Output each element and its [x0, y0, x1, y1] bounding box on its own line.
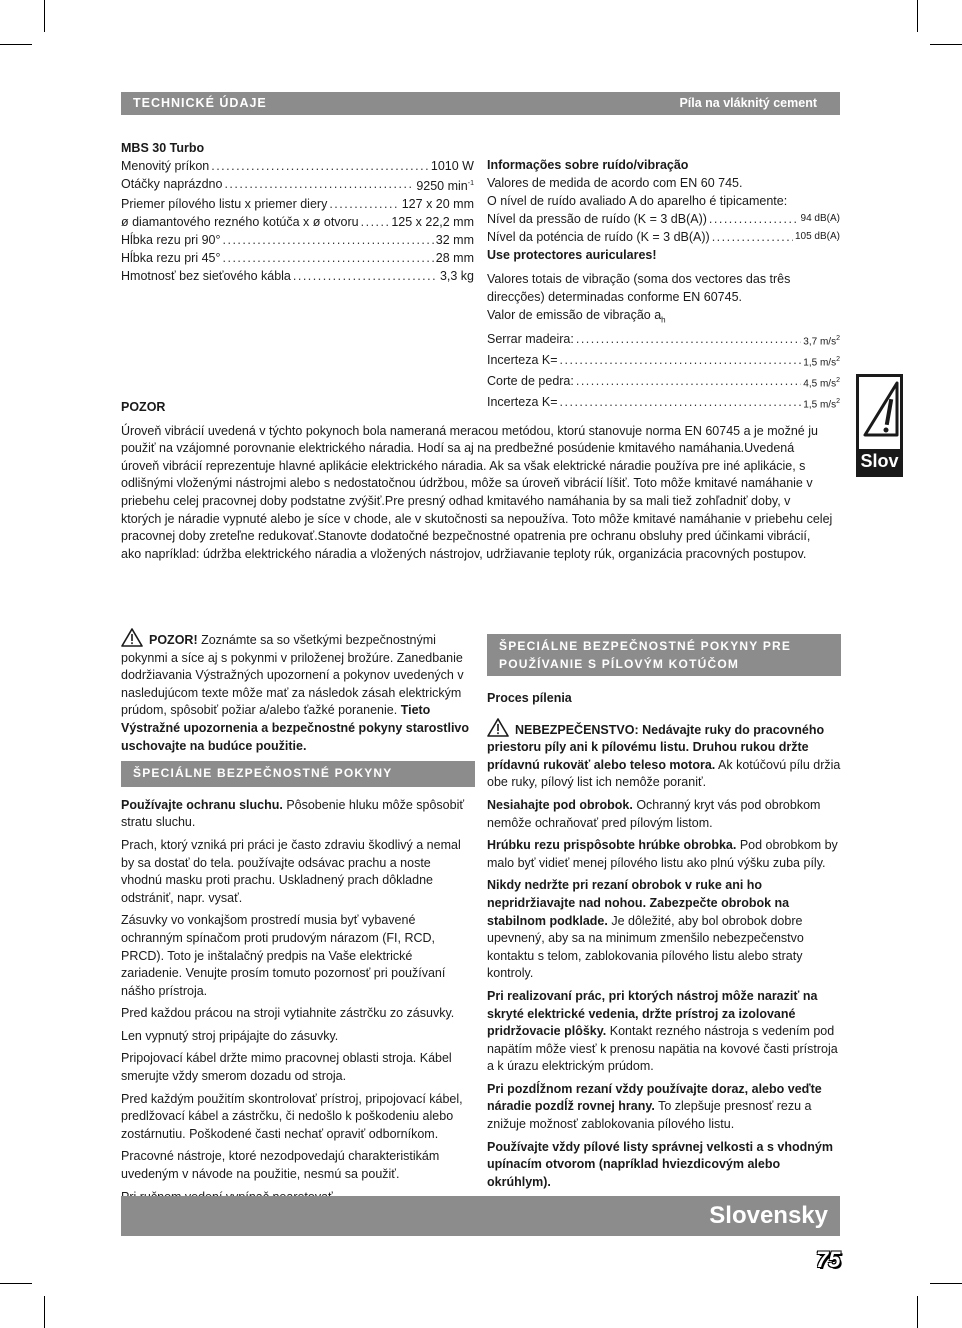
spec-label: Priemer pílového listu x priemer diery	[121, 197, 328, 212]
vibration-emission	[487, 306, 840, 330]
danger-text: Ak kotúčovú pílu držia obe ruky, pílový list ich nemôže poraniť.	[487, 757, 841, 790]
ear-protection: Use protectores auriculares!	[487, 248, 657, 262]
dot-leader	[560, 351, 802, 372]
spec-row	[121, 175, 474, 195]
pozor-title: POZOR	[121, 400, 166, 414]
crop-mark	[44, 0, 45, 32]
spec-label: Nível da poténcia de ruído (K = 3 dB(A))	[487, 230, 710, 244]
under-text: Ochranný kryt vás pod obrobkom nemôže ochraňovať pred pílovým listom.	[487, 797, 821, 830]
hearing-text: Pôsobenie hluku môže spôsobiť stratu sluchu.	[121, 797, 465, 830]
spec-label: Corte de pedra:	[487, 374, 574, 389]
dot-leader	[224, 175, 414, 195]
spec-row	[487, 351, 840, 372]
spec-value-text: 127 x 20 mm	[401, 197, 474, 212]
spec-value-text: 94 dB(A)	[800, 213, 840, 224]
dot-leader	[361, 213, 390, 231]
spec-label: Incerteza K=	[487, 395, 558, 410]
spec-value	[391, 213, 474, 231]
warning-triangle-icon	[487, 718, 509, 737]
vibration-emission-sub: h	[661, 315, 666, 325]
noise-line2: O nível de ruído avaliado A do aparelho é tipicamente:	[487, 194, 788, 208]
dot-leader	[293, 267, 438, 285]
spec-value-sup: 2	[836, 377, 840, 385]
spec-label: Otáčky naprázdno	[121, 177, 223, 191]
crop-mark	[917, 0, 918, 32]
header-bar	[121, 92, 840, 115]
paragraph-tools: Pracovné nástroje, ktoré nezodpovedajú charakteristikám uvedeným v návode na použitie, nesmú sa použiť.	[121, 1149, 440, 1182]
spec-label: Nível da pressão de ruído (K = 3 dB(A))	[487, 212, 707, 226]
paragraph-switched-off: Len vypnutý stroj pripájajte do zásuvky.	[121, 1028, 339, 1043]
depth-bold: Hrúbku rezu prispôsobte hrúbke obrobka.	[487, 838, 737, 853]
dot-leader	[712, 228, 793, 246]
section-header-saw: ŠPECIÁLNE BEZPEČNOSTNÉ POKYNY PRE POUŽÍVANIE S PÍLOVÝM KOTÚČOM	[487, 634, 841, 676]
pozor-section	[121, 399, 833, 563]
noise-title: Informações sobre ruído/vibração	[487, 158, 689, 172]
right-column	[487, 634, 841, 1196]
warning-keep: Tieto Výstražné upozornenia a bezpečnostné pokyny starostlivo uschovajte na budúce použitie.	[121, 703, 470, 753]
crop-mark	[917, 1296, 918, 1328]
fence-text: To zlepšuje presnosť rezu a znižuje možnosť zablokovania pílového listu.	[487, 1099, 812, 1132]
spec-row	[487, 228, 840, 246]
dot-leader	[709, 210, 799, 228]
spec-row	[487, 330, 840, 351]
header-title: TECHNICKÉ ÚDAJE	[133, 96, 267, 110]
spec-value-sup: 2	[836, 355, 840, 363]
paragraph-check: Pred každým použitím skontrolovať prístroj, pripojovací kábel, predlžovací kábel a zástrčku, či nedošlo k poškodeniu alebo zostárnutiu. Poškodené časti nechať opraviť odborníkom.	[121, 1091, 463, 1141]
warning-bold: POZOR!	[149, 633, 198, 647]
tab-label: Slov	[860, 451, 899, 471]
spec-value-sup: 2	[836, 334, 840, 342]
model-name: MBS 30 Turbo	[121, 141, 205, 155]
spec-value	[440, 267, 474, 285]
danger-paragraph	[487, 718, 841, 792]
warning-text: Zoznámte sa so všetkými bezpečnostnými pokynmi a síce aj s pokynmi v priloženej brožúre. Zanedbanie dodržiavania Výstražných upozornení a pokynov uvedených v nasledujúcom texte môže mať za následok zásah elektrickým prúdom, spôsobiť požiar a/alebo ťažké poranenie.	[121, 633, 464, 718]
spec-value-sup: -1	[467, 180, 474, 187]
spec-label: ø diamantového rezného kotúča x ø otvoru	[121, 215, 359, 230]
paragraph-unplug: Pred každou prácou na stroji vytiahnite zástrčku zo zásuvky.	[121, 1006, 455, 1021]
spec-row	[121, 267, 474, 285]
wiring-bold: Pri realizovaní prác, pri ktorých nástroj môže naraziť na skryté elektrické vedenia, držte prístroj za izolované pridržovacie plôšky.	[487, 988, 818, 1039]
spec-value-text: 1,5 m/s	[803, 399, 837, 411]
spec-value	[402, 195, 474, 213]
spec-label: Hmotnosť bez sieťového kábla	[121, 269, 291, 284]
spec-row	[121, 213, 474, 231]
paragraph-fence	[487, 1081, 841, 1134]
spec-value	[803, 372, 840, 393]
language-tab	[856, 374, 903, 477]
crop-mark	[0, 1283, 32, 1284]
paragraph-wiring	[487, 988, 841, 1076]
spec-value-text: 4,5 m/s	[803, 378, 837, 390]
crop-mark	[44, 1296, 45, 1328]
wiring-text: Kontakt rezného nástroja s vedením pod napätím môže viesť k prenosu napätia na kovové časti prístroja a k úrazu elektrickým prúdom.	[487, 1024, 838, 1074]
danger-bold: NEBEZPEČENSTVO: Nedávajte ruky do pracovného priestoru píly ani k pílovému listu. Druhou rukou držte prídavnú rukoväť alebo teleso motora.	[487, 722, 825, 772]
footer-bar	[121, 1196, 840, 1236]
left-column	[121, 628, 475, 1211]
spec-label: Hĺbka rezu pri 45°	[121, 251, 221, 266]
spec-label: Serrar madeira:	[487, 331, 574, 346]
spec-row	[487, 210, 840, 228]
header-product: Píla na vláknitý cement	[679, 96, 817, 110]
spec-value	[436, 249, 474, 267]
crop-mark	[930, 44, 962, 45]
pozor-text: Úroveň vibrácií uvedená v týchto pokynoch bola nameraná meracou metódou, ktorú stanovuje norma EN 60745 a je možné ju použiť na vzájomné porovnanie elektrického náradia. Hodí sa aj na predbežné posúdenie kmitavého namáhania.Uvedená úroveň vibrácií reprezentuje hlavné aplikácie elektrického náradia. Ak sa však elektrické náradie používa pre iné aplikácie, s odlišnými vloženými nástrojmi alebo s nedostatočnou údržbou, môže sa úroveň vibrácií líšiť. Toto môže kmitavé namáhanie v priebehu celej pracovnej doby podstatne zvýšiť.Pre presný odhad kmitavého namáhania by sa mali tiež zohľadniť doby, v ktorých je náradie vypnuté alebo je síce v chode, ale v skutočnosti sa nepoužíva. Toto môže kmitavé namáhanie v priebehu celej pracovnej doby zreteľne redukovať.Stanovte dodatočné bezpečnostné opatrenia pre ochranu obsluhy pred účinkami vibrácií, ako napríklad: údržba elektrického náradia a vložených nástrojov, udržiavanie teploty rúk, organizácia pracovných postupov.	[121, 423, 833, 561]
spec-value-text: 1010 W	[430, 159, 474, 173]
spec-value-text: 9250 min	[416, 179, 468, 194]
process-title: Proces pílenia	[487, 691, 572, 705]
warning-icon	[859, 377, 900, 449]
spec-value-text: 28 mm	[435, 251, 474, 266]
spec-row	[121, 157, 474, 175]
page-number: 75	[816, 1247, 841, 1272]
paragraph-depth	[487, 837, 841, 872]
spec-value	[795, 228, 840, 246]
spec-value-text: 3,7 m/s	[803, 335, 837, 347]
section-header-safety: ŠPECIÁLNE BEZPEČNOSTNÉ POKYNY	[121, 761, 475, 787]
vibration-emission-label: Valor de emissão de vibração a	[487, 308, 662, 322]
hearing-bold: Používajte ochranu sluchu.	[121, 797, 283, 812]
noise-line1: Valores de medida de acordo com EN 60 745.	[487, 176, 743, 190]
spec-row	[121, 231, 474, 249]
dot-leader	[223, 231, 434, 249]
spec-label: Menovitý príkon	[121, 159, 210, 173]
crop-mark	[930, 1283, 962, 1284]
footer-language: Slovensky	[709, 1202, 828, 1229]
spec-row	[121, 195, 474, 213]
paragraph-cable: Pripojovací kábel držte mimo pracovnej oblasti stroja. Kábel smerujte vždy smerom dozadu od stroja.	[121, 1051, 452, 1084]
spec-value	[431, 157, 474, 175]
dot-leader	[576, 330, 801, 351]
dot-leader	[329, 195, 399, 213]
spec-value-text: 32 mm	[435, 233, 474, 248]
spec-label: Hĺbka rezu pri 90°	[121, 233, 221, 248]
paragraph-outdoor: Zásuvky vo vonkajšom prostredí musia byť vybavené ochranným spínačom proti prudovým nárazom (FI, RCD, PRCD). Toto je inštalačný predpis na Vaše elektrické zariadenie. Venujte prosím tomuto pozornosť pri používaní nášho prístroja.	[121, 913, 446, 998]
hold-text: Je dôležité, aby bol obrobok dobre upevnený, aby sa na minimum zmenšilo nebezpečenstvo kontaktu s telom, zablokovania pílového listu alebo straty kontroly.	[487, 913, 804, 981]
spec-value	[803, 351, 840, 372]
spec-value	[436, 231, 474, 249]
crop-mark	[0, 44, 32, 45]
spec-value-text: 125 x 22,2 mm	[391, 215, 474, 230]
spec-label: Incerteza K=	[487, 352, 558, 367]
depth-text: Pod obrobkom by malo byť vidieť menej pílového listu ako plnú výšku zuba píly.	[487, 838, 838, 870]
dot-leader	[223, 249, 434, 267]
paragraph-hold	[487, 877, 841, 983]
hold-bold: Nikdy nedržte pri rezaní obrobok v ruke ani ho nepridržiavajte nad nohou. Zabezpečte obrobok na stabilnom podklade.	[487, 878, 790, 928]
fence-bold: Pri pozdĺžnom rezaní vždy používajte doraz, alebo veďte náradie pozdĺž rovnej hrany.	[487, 1081, 822, 1114]
hearing-protection	[121, 797, 475, 832]
general-warning	[121, 628, 475, 755]
spec-value-text: 105 dB(A)	[794, 231, 840, 242]
warning-triangle-icon	[121, 628, 143, 647]
spec-value-sup: 2	[836, 398, 840, 406]
spec-row	[121, 249, 474, 267]
paragraph-under	[487, 797, 841, 832]
dot-leader	[576, 372, 801, 393]
spec-value-text: 3,3 kg	[439, 269, 474, 284]
under-bold: Nesiahajte pod obrobok.	[487, 797, 633, 812]
vibration-text: Valores totais de vibração (soma dos vectores das três direcções) determinadas conforme EN 60745.	[487, 272, 791, 304]
paragraph-dust: Prach, ktorý vzniká pri práci je často zdraviu škodlivý a nemal by sa dostať do tela. používajte odsávac prachu a noste vhodnú masku proti prachu. Uskladnený prach dôkladne odstrániť, napr. vysať.	[121, 837, 461, 905]
spec-value	[801, 210, 840, 228]
spec-value	[803, 330, 840, 351]
spec-row	[487, 372, 840, 393]
noise-section	[487, 156, 840, 415]
dot-leader	[211, 157, 429, 175]
spec-table	[121, 139, 474, 285]
spec-value	[416, 175, 474, 195]
paragraph-blades: Používajte vždy pílové listy správnej velkosti a s vhodným upínacím otvorom (napríklad hviezdicovým alebo okrúhlym).	[487, 1139, 833, 1189]
spec-value-text: 1,5 m/s	[803, 357, 837, 369]
